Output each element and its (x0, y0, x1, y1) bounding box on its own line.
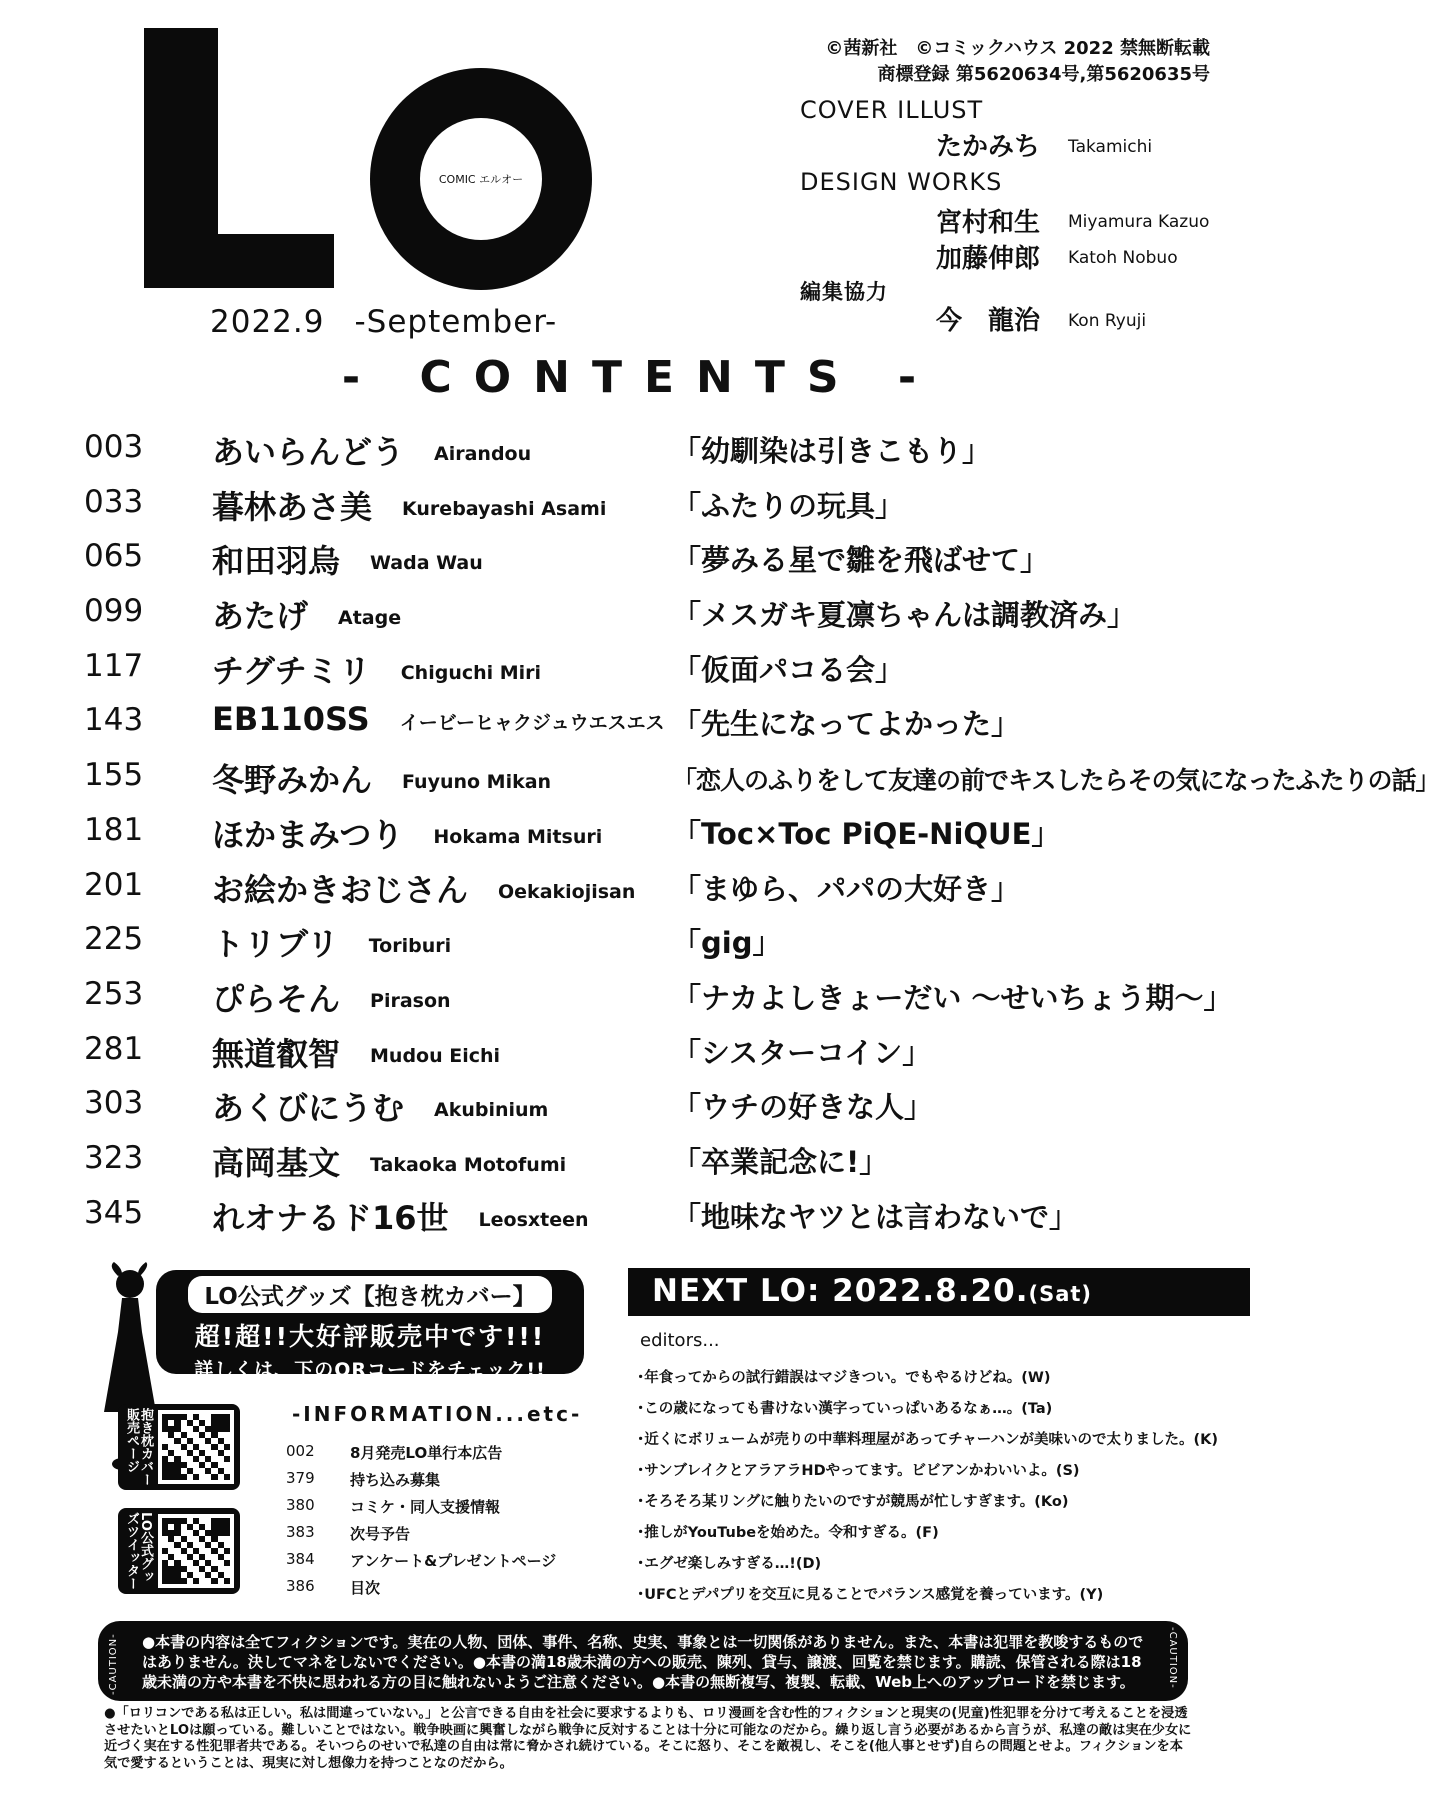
logo-letter-l-foot (144, 234, 334, 288)
caution-side-label: -CAUTION- (1167, 1627, 1178, 1689)
toc-author-name: 無道叡智 (212, 1034, 341, 1073)
copyright-line-2: 商標登録 第5620634号,第5620635号 (877, 64, 1210, 85)
information-label: アンケート&プレゼントページ (350, 1552, 557, 1570)
toc-row[interactable] (84, 425, 1234, 480)
editor-comment: ･推しがYouTubeを始めた。令和すぎる。(F) (637, 1525, 939, 1541)
toc-author-roman: Leosxteen (478, 1208, 589, 1231)
toc-author-roman: Wada Wau (370, 552, 483, 575)
editorial-cooperation-roman: Kon Ryuji (1068, 311, 1147, 331)
goods-banner-note: 詳しくは、下のQRコードをチェック!! (194, 1359, 546, 1381)
toc-author (212, 919, 451, 965)
toc-author-roman: Fuyuno Mikan (402, 771, 552, 794)
toc-story-title: 「ナカよしきょーだい ～せいちょう期～」 (672, 980, 1233, 1015)
qr-code-icon[interactable] (158, 1514, 234, 1588)
toc-page-number: 003 (84, 429, 144, 465)
footer-statement: ●「ロリコンである私は正しい。私は間違っていない。」と公言できる自由を社会に要求するよりも、ロリ漫画を含む性的フィクションと現実の(児童)性犯罪を分けて考えることを浸透させたいとLOは願っている。難しいことではない。戦争映画に興奮しながら戦争に反対することは十分に可能なのだから。繰り返し言う必要があるから言うが、私達の敵は実在少女に近づく実在する性犯罪者共である。そいつらのせいで私達の自由は常に脅かされ続けている。そこに怒り、そこを敵視し、そこを(他人事とせず)自らの問題とせよ。フィクションを本気で愛するということは、現実に対し想像力を持つことなのだから。 (104, 1706, 1192, 1771)
information-row (286, 1550, 586, 1577)
toc-author (212, 700, 665, 738)
toc-story-title: 「恋人のふりをして友達の前でキスしたらその気になったふたりの話」 (672, 766, 1440, 796)
next-issue-day: (Sat) (1028, 1282, 1092, 1306)
toc-page-number: 345 (84, 1194, 144, 1231)
information-row (286, 1469, 586, 1496)
toc-author-roman: Mudou Eichi (370, 1044, 501, 1067)
toc-author-roman: Akubinium (434, 1099, 549, 1122)
toc-page-number: 099 (84, 593, 144, 630)
toc-author-name: あいらんどう (212, 433, 405, 471)
toc-story-title: 「シスターコイン」 (672, 1035, 932, 1070)
information-row (286, 1577, 586, 1604)
qr-goods-twitter[interactable] (118, 1508, 240, 1594)
qr-code-icon[interactable] (158, 1410, 234, 1484)
caution-box (98, 1621, 1188, 1701)
editors-comments (637, 1366, 1218, 1614)
toc-author-name: チグチミリ (212, 651, 371, 690)
toc-story-title: 「ふたりの玩具」 (672, 488, 905, 523)
information-label: コミケ・同人支援情報 (350, 1498, 501, 1516)
toc-author-roman: Chiguchi Miri (400, 661, 542, 684)
toc-row[interactable] (84, 753, 1440, 808)
cover-illust-name: たかみち (935, 132, 1040, 162)
qr-label-twitter: LO公式グッズツイッター (124, 1512, 153, 1590)
issue-month: -September- (354, 304, 558, 340)
toc-author-name: れオナるド16世 (212, 1198, 449, 1237)
toc-story-title: 「Toc×Toc PiQE-NiQUE」 (672, 816, 1061, 851)
goods-banner-sale: 超!超!!大好評販売中です!!! (194, 1322, 546, 1351)
toc-story-title: 「夢みる星で雛を飛ばせて」 (672, 543, 1050, 578)
toc-page-number: 065 (84, 538, 144, 575)
toc-author (212, 646, 541, 692)
toc-story-title: 「まゆら、パパの大好き」 (672, 871, 1021, 906)
information-row (286, 1496, 586, 1523)
editor-comment: ･UFCとデパプリを交互に見ることでバランス感覚を養っています。(Y) (637, 1587, 1104, 1603)
toc-author (212, 591, 401, 637)
cover-illust-roman: Takamichi (1068, 137, 1153, 157)
toc-page-number: 281 (84, 1030, 144, 1067)
toc-author (212, 482, 606, 528)
toc-row[interactable] (84, 972, 1234, 1027)
toc-row[interactable] (84, 589, 1234, 644)
information-label: 持ち込み募集 (350, 1471, 441, 1489)
information-row (286, 1442, 586, 1469)
logo-o-hole (420, 118, 542, 240)
qr-dakimakura-sales[interactable] (118, 1404, 240, 1490)
information-page: 386 (286, 1577, 315, 1595)
toc-author-name: 暮林あさ美 (212, 487, 373, 526)
editor-comment: ･近くにボリュームが売りの中華料理屋があってチャーハンが美味いので太りました。(K) (637, 1432, 1218, 1448)
toc-author (212, 974, 451, 1020)
toc-author (212, 865, 635, 911)
toc-row[interactable] (84, 698, 1234, 753)
toc-author (212, 536, 483, 582)
editor-comment: ･この歳になっても書けない漢字っていっぱいあるなぁ…。(Ta) (637, 1401, 1053, 1417)
design-roman-1: Miyamura Kazuo (1068, 212, 1210, 232)
toc-author-name: あたげ (212, 597, 309, 636)
logo-subtitle: COMIC エルオー (438, 173, 524, 186)
logo-letter-o (370, 68, 592, 290)
toc-author-name: お絵かきおじさん (212, 870, 469, 909)
editor-comment: ･サンブレイクとアラアラHDやってます。ビビアンかわいいよ。(S) (637, 1463, 1080, 1479)
information-label: 次号予告 (350, 1525, 411, 1543)
toc-author (212, 755, 551, 801)
information-row (286, 1523, 586, 1550)
toc-row[interactable] (84, 1081, 1234, 1136)
goods-banner (156, 1270, 584, 1381)
contents-heading: - CONTENTS - (341, 352, 939, 403)
qr-label-sales: 抱き枕カバー販売ページ (124, 1408, 153, 1486)
toc-author (212, 1193, 589, 1239)
information-list (286, 1442, 586, 1604)
toc-author-name: トリブリ (212, 925, 339, 964)
toc-page-number: 303 (84, 1085, 144, 1122)
toc-story-title: 「地味なヤツとは言わないで」 (672, 1199, 1079, 1234)
toc-story-title: 「ウチの好きな人」 (672, 1090, 934, 1125)
toc-page-number: 155 (84, 757, 144, 794)
toc-author-roman: Toriburi (368, 935, 452, 958)
copyright-line-1: ©茜新社 ©コミックハウス 2022 禁無断転載 (825, 38, 1210, 59)
information-page: 384 (286, 1550, 315, 1568)
information-label: 目次 (350, 1579, 381, 1597)
toc-author-roman: Pirason (370, 989, 451, 1012)
toc-author-roman: イービーヒャクジュウエスエス (399, 711, 665, 734)
toc-row[interactable] (84, 863, 1234, 918)
issue-date (210, 304, 557, 340)
copyright-block (825, 36, 1210, 88)
issue-number: 2022.9 (210, 304, 325, 340)
design-name-1: 宮村和生 (935, 208, 1040, 238)
toc-story-title: 「卒業記念に!」 (672, 1144, 889, 1179)
toc-author-roman: Atage (338, 607, 402, 630)
toc-page-number: 143 (84, 702, 144, 739)
toc-story-title: 「先生になってよかった」 (672, 707, 1021, 742)
design-roman-2: Katoh Nobuo (1068, 248, 1178, 268)
next-issue-bar (628, 1268, 1250, 1316)
information-label: 8月発売LO単行本広告 (350, 1444, 503, 1462)
toc-page-number: 225 (84, 921, 144, 958)
toc-author (212, 427, 531, 473)
goods-banner-title: LO公式グッズ【抱き枕カバー】 (188, 1276, 551, 1313)
toc-author-name: ぴらそん (212, 979, 341, 1018)
toc-page-number: 323 (84, 1139, 144, 1176)
design-name-2: 加藤伸郎 (935, 244, 1040, 274)
toc-row[interactable] (84, 1136, 1234, 1191)
information-page: 379 (286, 1469, 315, 1487)
information-page: 383 (286, 1523, 315, 1541)
toc-row[interactable] (84, 480, 1234, 535)
toc-author-roman: Hokama Mitsuri (433, 825, 603, 848)
toc-page-number: 201 (84, 866, 144, 903)
toc-row[interactable] (84, 534, 1234, 589)
toc-author-roman: Oekakiojisan (498, 880, 636, 903)
toc-story-title: 「gig」 (672, 926, 782, 961)
editorial-cooperation-heading: 編集協力 (800, 280, 888, 304)
toc-page-number: 253 (84, 975, 144, 1012)
toc-author-name: ほかまみつり (212, 815, 404, 854)
toc-row[interactable] (84, 1191, 1234, 1246)
toc-author-roman: Kurebayashi Asami (402, 497, 607, 520)
toc-author (212, 810, 602, 856)
editor-comment: ･エグゼ楽しみすぎる…!(D) (637, 1556, 822, 1572)
toc-story-title: 「仮面パコる会」 (672, 652, 905, 687)
toc-author-roman: Airandou (434, 443, 532, 465)
toc-page-number: 033 (84, 483, 144, 520)
toc-author (212, 1138, 566, 1184)
editor-comment: ･そろそろ某リングに触りたいのですが競馬が忙しすぎます。(Ko) (637, 1494, 1069, 1510)
toc-author-name: 冬野みかん (212, 761, 373, 800)
toc-story-title: 「メスガキ夏凛ちゃんは調教済み」 (672, 598, 1137, 633)
toc-row[interactable] (84, 1027, 1234, 1082)
toc-row[interactable] (84, 808, 1234, 863)
toc-author-name: EB110SS (212, 700, 370, 739)
cover-illust-heading: COVER ILLUST (800, 96, 984, 124)
toc-author-roman: Takaoka Motofumi (370, 1153, 567, 1176)
caution-side-label: -CAUTION- (108, 1633, 119, 1695)
toc-author (212, 1083, 548, 1129)
next-issue-label: NEXT LO: 2022.8.20. (652, 1273, 1029, 1309)
table-of-contents (84, 425, 1440, 1245)
toc-author (212, 1029, 500, 1075)
toc-author-name: 高岡基文 (212, 1143, 341, 1182)
information-heading: -INFORMATION...etc- (292, 1402, 583, 1426)
editorial-cooperation-name: 今 龍治 (935, 306, 1040, 336)
toc-row[interactable] (84, 917, 1234, 972)
editors-heading: editors... (640, 1330, 720, 1351)
toc-author-name: 和田羽烏 (212, 542, 341, 581)
toc-page-number: 117 (84, 647, 144, 684)
information-page: 380 (286, 1496, 315, 1514)
information-page: 002 (286, 1442, 315, 1460)
editor-comment: ･年食ってからの試行錯誤はマジきつい。でもやるけどね。(W) (637, 1370, 1051, 1386)
caution-text: ●本書の内容は全てフィクションです。実在の人物、団体、事件、名称、史実、事象とは一切関係がありません。また、本書は犯罪を教唆するものではありません。決してマネをしないでください。●本書の満18歳未満の方への販売、陳列、貸与、譲渡、回覧を禁じます。購読、保管される際は18歳未満の方や本書を不快に思われる方の目に触れないようご注意ください。●本書の無断複写、複製、転載、Web上へのアップロードを禁じます。 (142, 1633, 1144, 1691)
toc-row[interactable] (84, 644, 1234, 699)
toc-page-number: 181 (84, 811, 144, 848)
lo-logo (140, 28, 580, 290)
toc-story-title: 「幼馴染は引きこもり」 (672, 434, 992, 468)
design-works-heading: DESIGN WORKS (800, 168, 1003, 196)
toc-author-name: あくびにうむ (212, 1089, 405, 1128)
